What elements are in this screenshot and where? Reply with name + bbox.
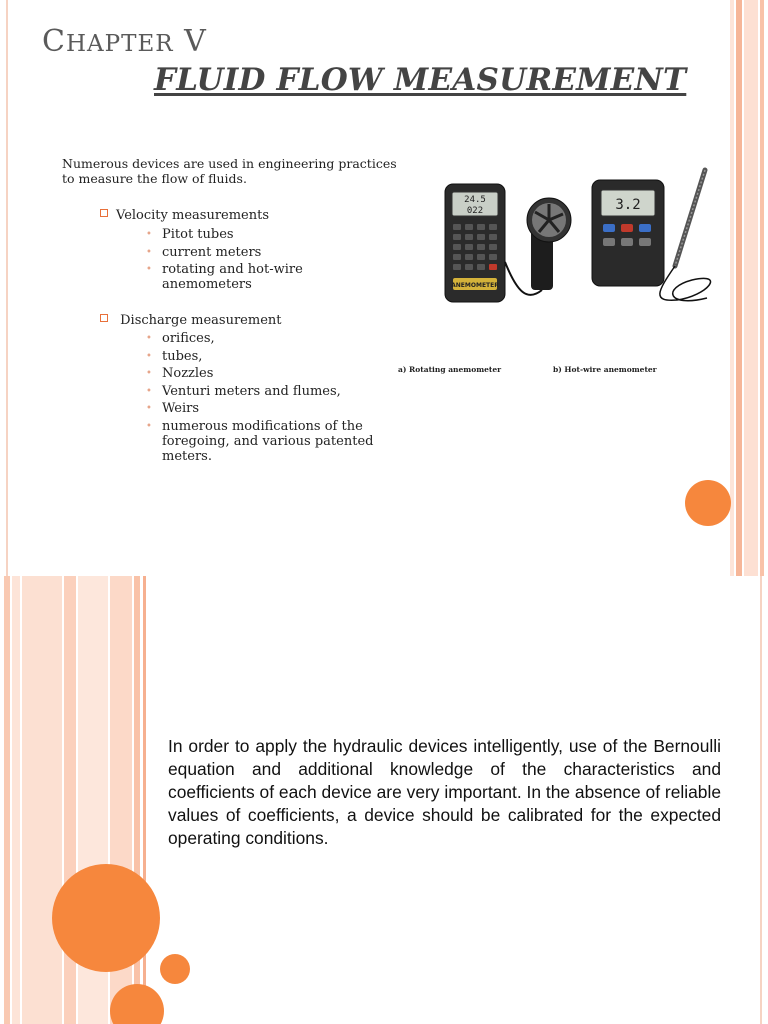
rotating-anemometer-image bbox=[445, 184, 571, 302]
list-item: • Nozzles bbox=[146, 366, 396, 381]
intro-text: Numerous devices are used in engineering practices to measure the flow of fluids. bbox=[62, 156, 397, 186]
list-item: • current meters bbox=[146, 245, 336, 260]
list-item: • Venturi meters and flumes, bbox=[146, 384, 396, 399]
discharge-list bbox=[146, 331, 396, 466]
chapter-heading: CHAPTER V bbox=[42, 24, 207, 59]
left-border-line bbox=[6, 0, 8, 576]
caption-hot-wire-anemometer: b) Hot-wire anemometer bbox=[553, 365, 657, 374]
left-stripe-2 bbox=[12, 576, 20, 1024]
svg-text:022: 022 bbox=[466, 206, 484, 216]
svg-text:3.2: 3.2 bbox=[615, 197, 641, 213]
decorative-circle-large bbox=[52, 864, 160, 972]
right-stripe-3 bbox=[744, 0, 758, 576]
square-bullet-icon bbox=[100, 209, 108, 217]
hot-wire-anemometer-image bbox=[592, 170, 711, 301]
list-item: • rotating and hot-wire anemometers bbox=[146, 262, 336, 292]
svg-text:24.5: 24.5 bbox=[464, 195, 486, 205]
list-item: • Pitot tubes bbox=[146, 227, 336, 242]
list-item: • Weirs bbox=[146, 401, 396, 416]
decorative-circle-medium bbox=[110, 984, 164, 1024]
list-item: • numerous modifications of the foregoing, and various patented meters. bbox=[146, 419, 396, 464]
decorative-circle bbox=[685, 480, 731, 526]
slide-title: FLUID FLOW MEASUREMENT bbox=[154, 62, 687, 98]
velocity-heading: Velocity measurements bbox=[100, 208, 269, 223]
slide-2 bbox=[0, 576, 768, 1024]
velocity-list bbox=[146, 227, 336, 295]
right-stripe-4 bbox=[760, 0, 764, 576]
right-border-line bbox=[760, 576, 762, 1024]
caption-rotating-anemometer: a) Rotating anemometer bbox=[398, 365, 502, 374]
list-item: • orifices, bbox=[146, 331, 396, 346]
left-stripe-3 bbox=[22, 576, 62, 1024]
decorative-circle-small bbox=[160, 954, 190, 984]
discharge-heading: Discharge measurement bbox=[100, 313, 282, 328]
left-stripe-1 bbox=[4, 576, 10, 1024]
body-paragraph: In order to apply the hydraulic devices intelligently, use of the Bernoulli equation and additional knowledge of the characteristics and coefficients of each device are very important. In the absence of reliable values of coefficients, a device should be calibrated for the expected operating conditions. bbox=[168, 736, 721, 848]
anemometer-images bbox=[437, 162, 737, 310]
list-item: • tubes, bbox=[146, 349, 396, 364]
square-bullet-icon bbox=[100, 314, 108, 322]
svg-text:ANEMOMETER: ANEMOMETER bbox=[451, 282, 499, 289]
